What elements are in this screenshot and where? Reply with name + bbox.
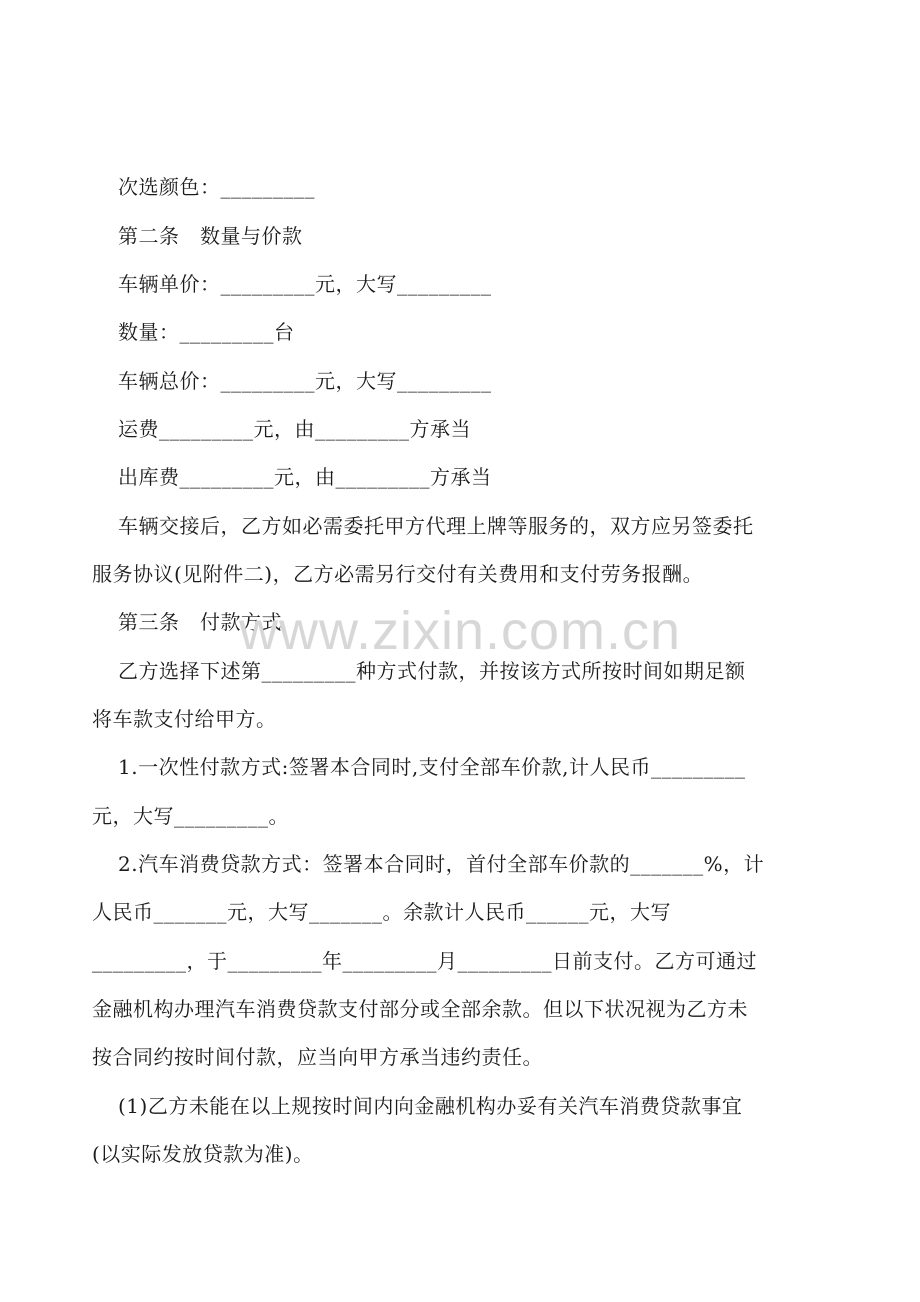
paragraph-lump-sum-1: 1.一次性付款方式:签署本合同时,支付全部车价款,计人民币_________	[118, 755, 746, 779]
paragraph-loan-4: 金融机构办理汽车消费贷款支付部分或全部余款。但以下状况视为乙方未	[92, 997, 748, 1021]
paragraph-loan-3: _________，于_________年_________月_________日前支付。乙方可通过	[92, 949, 757, 973]
paragraph-handover-2: 服务协议(见附件二)，乙方必需另行交付有关费用和支付劳务报酬。	[92, 562, 704, 586]
total-price-line: 车辆总价：_________元，大写_________	[118, 369, 492, 393]
paragraph-clause-1-b: (以实际发放贷款为准)。	[92, 1142, 314, 1166]
paragraph-loan-2: 人民币_______元，大写_______。余款计人民币______元，大写	[92, 900, 671, 924]
watermark: www.zixin.com.cn	[238, 601, 682, 661]
paragraph-payment-choice-2: 将车款支付给甲方。	[92, 707, 277, 731]
paragraph-payment-choice-1: 乙方选择下述第_________种方式付款，并按该方式所按时间如期足额	[118, 659, 746, 683]
warehouse-fee-line: 出库费_________元，由_________方承当	[118, 465, 492, 489]
article-2-heading: 第二条 数量与价款	[118, 224, 303, 248]
paragraph-loan-1: 2.汽车消费贷款方式：签署本合同时，首付全部车价款的_______%，计	[118, 852, 765, 876]
quantity-line: 数量：_________台	[118, 320, 295, 344]
freight-line: 运费_________元，由_________方承当	[118, 417, 471, 441]
unit-price-line: 车辆单价：_________元，大写_________	[118, 272, 492, 296]
secondary-color-line: 次选颜色：_________	[118, 175, 315, 199]
paragraph-handover-1: 车辆交接后，乙方如必需委托甲方代理上牌等服务的，双方应另签委托	[118, 514, 754, 538]
paragraph-loan-5: 按合同约按时间付款，应当向甲方承当违约责任。	[92, 1045, 543, 1069]
paragraph-lump-sum-2: 元，大写_________。	[92, 804, 289, 828]
paragraph-clause-1-a: (1)乙方未能在以上规按时间内向金融机构办妥有关汽车消费贷款事宜	[118, 1094, 743, 1118]
article-3-heading: 第三条 付款方式	[118, 610, 282, 634]
